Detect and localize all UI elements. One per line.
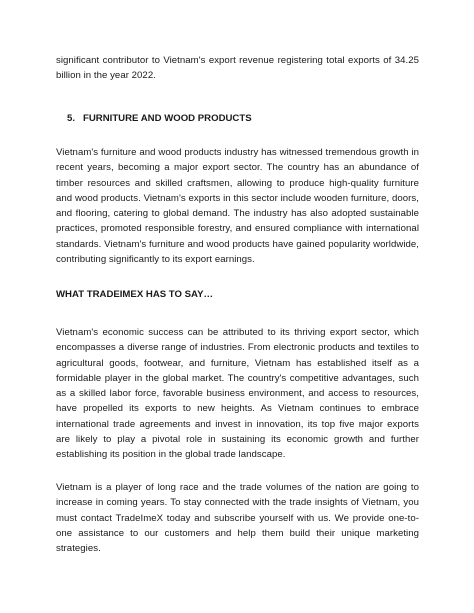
furniture-paragraph: Vietnam's furniture and wood products industry has witnessed tremendous growth in recent years, becoming a major export sector. The country has an abundance of timber resources and skilled craftsmen, allowing to produce high-quality furniture and wood products. Vietnam's exports in this sector include wooden furniture, doors, and flooring, catering to global demand. The industry has also adopted sustainable practices, promoted responsible forestry, and ensured compliance with international standards. Vietnam's furniture and wood products have gained popularity worldwide, contributing significantly to its export earnings. [56,147,419,266]
player-paragraph: Vietnam is a player of long race and the trade volumes of the nation are going to increase in coming years. To stay connected with the trade insights of Vietnam, you must contact TradeImeX today and subscribe yourself with us. We provide one-to-one assistance to our customers and help them build their unique marketing strategies. [56,482,419,555]
intro-paragraph: significant contributor to Vietnam's export revenue registering total exports of 34.25 billion in the year 2022. [56,55,419,82]
section-title: FURNITURE AND WOOD PRODUCTS [83,113,252,124]
success-paragraph: Vietnam's economic success can be attributed to its thriving export sector, which encompasses a diverse range of industries. From electronic products and textiles to agricultural goods, footwear, and furniture, Vietnam has established itself as a formidable player in the global market. The country's competitive advantages, such as a skilled labor force, favorable business environment, and access to resources, have propelled its exports to new heights. As Vietnam continues to embrace international trade agreements and invest in innovation, its top five major exports are likely to play a pivotal role in sustaining its economic growth and further establishing its position in the global trade landscape. [56,327,419,461]
section-number: 5. [67,113,76,124]
tradeimex-heading: WHAT TRADEIMEX HAS TO SAY… [56,289,214,300]
section-heading [56,111,252,126]
